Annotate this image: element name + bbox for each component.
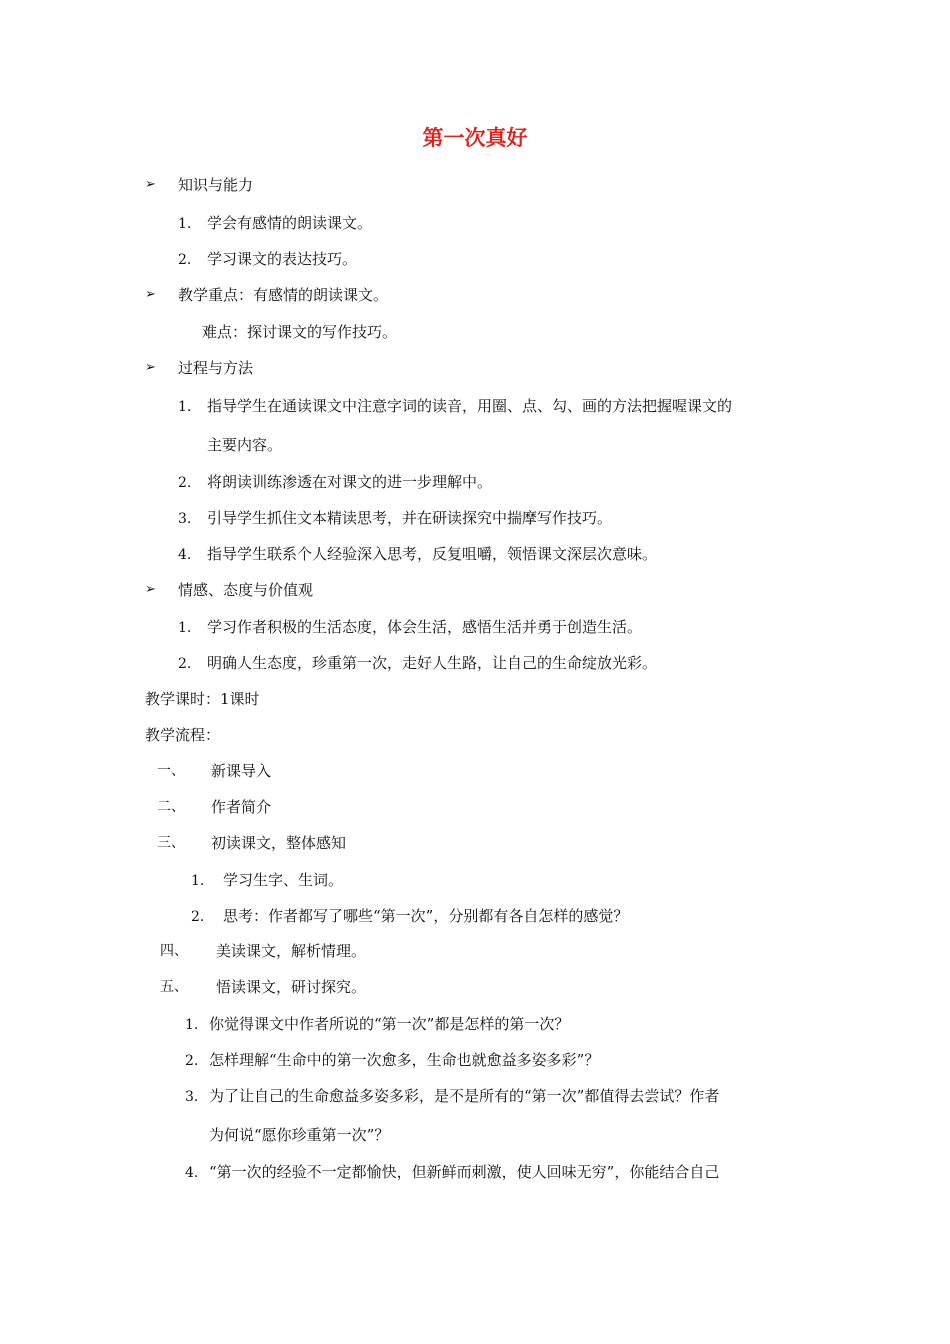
difficulty-text: 难点：探讨课文的写作技巧。 (202, 323, 398, 341)
arrowhead-bullet-icon: ➢ (145, 287, 156, 302)
list-number: 1. (178, 620, 192, 636)
list-number: 2. (185, 1053, 199, 1069)
flow-item: 美读课文，解析情理。 (216, 942, 367, 960)
list-item: 明确人生态度，珍重第一次，走好人生路，让自己的生命绽放光彩。 (207, 654, 658, 672)
list-item: 指导学生联系个人经验深入思考，反复咀嚼，领悟课文深层次意味。 (207, 545, 658, 563)
list-number: 2. (191, 909, 205, 925)
flow-item: 作者简介 (211, 798, 272, 816)
flow-label: 教学流程： (145, 726, 221, 744)
list-number: 2. (178, 656, 192, 672)
list-item: 学习作者积极的生活态度，体会生活，感悟生活并勇于创造生活。 (207, 618, 643, 636)
section-heading-emotion: 情感、态度与价值观 (178, 581, 314, 599)
section-heading-focus: 教学重点：有感情的朗读课文。 (178, 286, 389, 304)
list-item: 怎样理解“生命中的第一次愈多，生命也就愈益多姿多彩”？ (209, 1051, 600, 1069)
list-item: 引导学生抓住文本精读思考，并在研读探究中揣摩写作技巧。 (207, 509, 613, 527)
flow-number: 三、 (157, 835, 185, 851)
list-number: 2. (178, 475, 192, 491)
list-number: 4. (178, 547, 192, 563)
section-heading-knowledge: 知识与能力 (178, 176, 254, 194)
list-number: 4. (185, 1165, 199, 1181)
list-item: 学会有感情的朗读课文。 (207, 214, 373, 232)
list-item: “第一次的经验不一定都愉快，但新鲜而刺激，使人回味无穷”，你能结合自己 (209, 1163, 720, 1181)
flow-number: 二、 (157, 799, 185, 815)
list-item: 为了让自己的生命愈益多姿多彩，是不是所有的“第一次”都值得去尝试？作者 (209, 1087, 720, 1105)
flow-item: 悟读课文，研讨探究。 (216, 978, 367, 996)
class-hours: 教学课时：1课时 (145, 690, 260, 708)
arrowhead-bullet-icon: ➢ (145, 582, 156, 597)
section-heading-process: 过程与方法 (178, 359, 254, 377)
flow-number: 四、 (160, 943, 188, 959)
flow-item: 初读课文，整体感知 (211, 834, 347, 852)
flow-item: 新课导入 (211, 762, 272, 780)
list-item-continuation: 主要内容。 (207, 436, 283, 454)
list-number: 1. (178, 399, 192, 415)
list-number: 1. (178, 216, 192, 232)
list-item-continuation: 为何说“愿你珍重第一次”？ (209, 1126, 390, 1144)
arrowhead-bullet-icon: ➢ (145, 177, 156, 192)
flow-number: 五、 (160, 979, 188, 995)
list-number: 1. (185, 1017, 199, 1033)
list-item: 学习生字、生词。 (223, 871, 344, 889)
list-item: 学习课文的表达技巧。 (207, 250, 358, 268)
arrowhead-bullet-icon: ➢ (145, 360, 156, 375)
list-item: 指导学生在通读课文中注意字词的读音，用圈、点、勾、画的方法把握喔课文的 (207, 397, 733, 415)
flow-number: 一、 (157, 763, 185, 779)
list-number: 3. (178, 511, 192, 527)
list-number: 2. (178, 252, 192, 268)
list-item: 你觉得课文中作者所说的“第一次”都是怎样的第一次？ (209, 1015, 570, 1033)
list-number: 3. (185, 1089, 199, 1105)
list-item: 将朗读训练渗透在对课文的进一步理解中。 (207, 473, 493, 491)
list-number: 1. (191, 873, 205, 889)
list-item: 思考：作者都写了哪些“第一次”，分别都有各自怎样的感觉？ (223, 907, 629, 925)
page-title: 第一次真好 (422, 126, 528, 150)
